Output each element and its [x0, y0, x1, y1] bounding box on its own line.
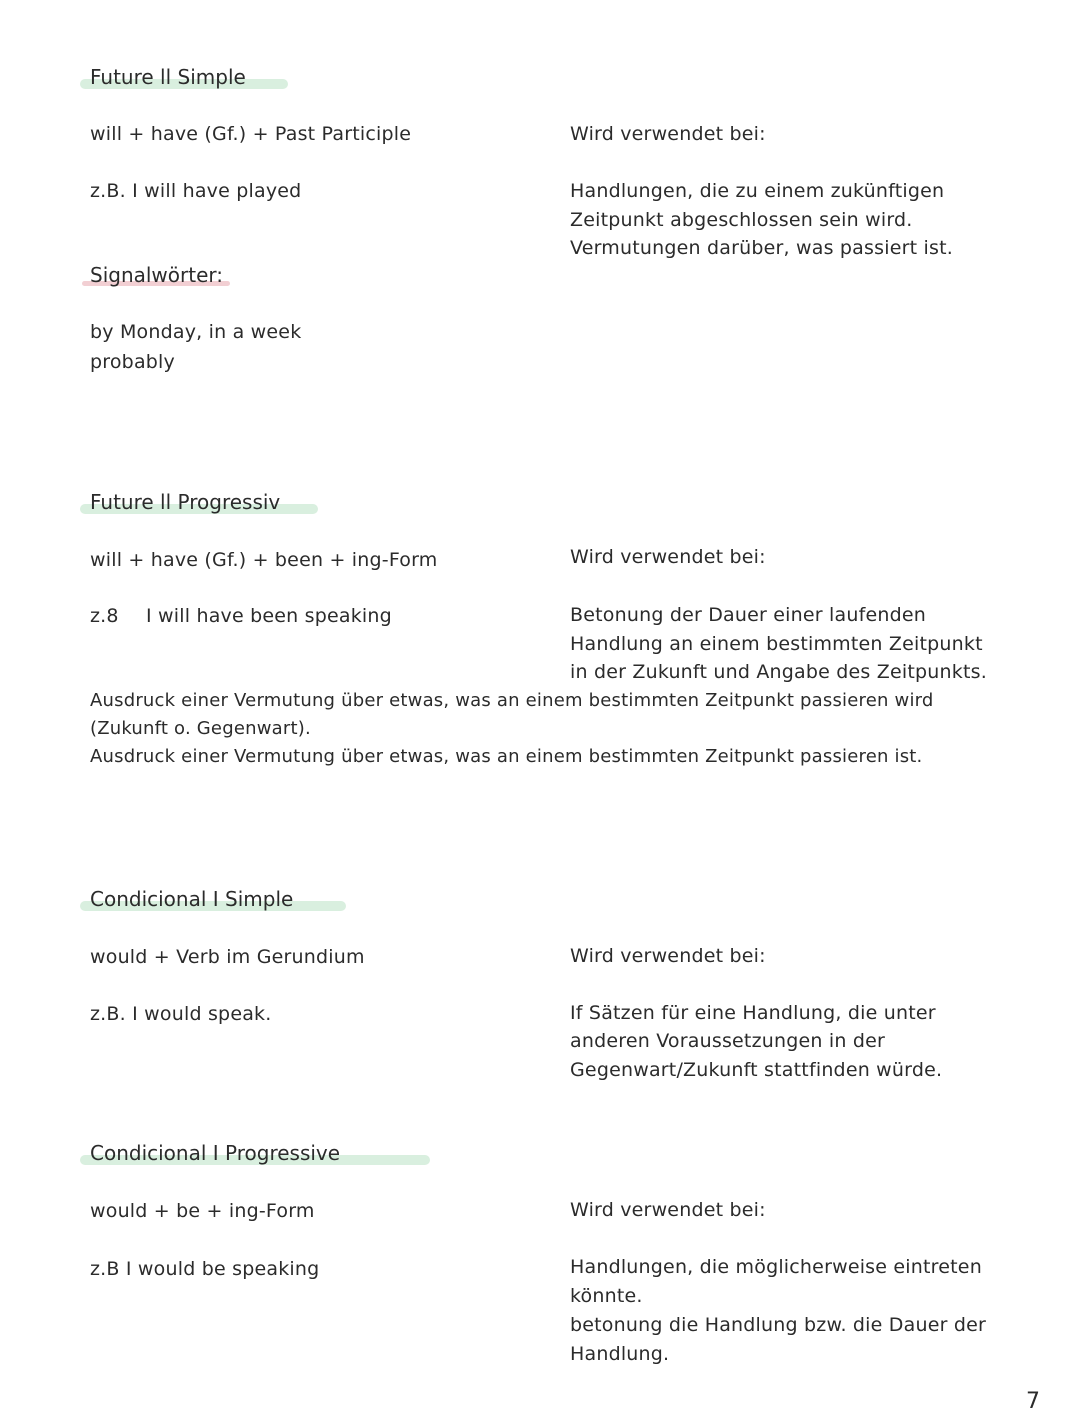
section-heading-conditional1-progressive: Condicional I Progressive: [90, 1141, 341, 1165]
usage-line: Gegenwart/Zukunft stattfinden würde.: [570, 1059, 943, 1081]
usage-line: in der Zukunft und Angabe des Zeitpunkts.: [570, 661, 987, 683]
note-line: (Zukunft o. Gegenwart).: [90, 718, 311, 739]
usage-line: Handlung.: [570, 1343, 670, 1365]
usage-line: betonung die Handlung bzw. die Dauer der: [570, 1314, 987, 1336]
signal-words-heading: Signalwörter:: [90, 263, 224, 287]
example-future2-progressive: I will have been speaking: [146, 605, 392, 627]
formula-future2-progressive: will + have (Gf.) + been + ing-Form: [90, 549, 438, 571]
section-heading-future2-simple: Future ll Simple: [90, 65, 246, 89]
note-line: Ausdruck einer Vermutung über etwas, was an einem bestimmten Zeitpunkt passieren wird: [90, 690, 934, 711]
usage-line: Handlung an einem bestimmten Zeitpunkt: [570, 633, 983, 655]
section-heading-conditional1-simple: Condicional I Simple: [90, 887, 294, 911]
example-future2-simple: z.B. I will have played: [90, 180, 302, 202]
usage-line: könnte.: [570, 1285, 643, 1307]
usage-line: anderen Voraussetzungen in der: [570, 1030, 885, 1052]
signal-line: by Monday, in a week: [90, 321, 302, 343]
usage-title-future2-simple: Wird verwendet bei:: [570, 123, 766, 145]
note-line: Ausdruck einer Vermutung über etwas, was an einem bestimmten Zeitpunkt passieren ist.: [90, 746, 923, 767]
usage-line: Betonung der Dauer einer laufenden: [570, 604, 927, 626]
usage-line: Handlungen, die möglicherweise eintreten: [570, 1256, 982, 1278]
formula-conditional1-simple: would + Verb im Gerundium: [90, 946, 365, 968]
page-number: 7: [1026, 1389, 1040, 1414]
example-conditional1-progressive: z.B I would be speaking: [90, 1258, 320, 1280]
usage-title-future2-progressive: Wird verwendet bei:: [570, 546, 766, 568]
formula-conditional1-progressive: would + be + ing-Form: [90, 1200, 315, 1222]
usage-title-conditional1-simple: Wird verwendet bei:: [570, 945, 766, 967]
example-prefix: z.8: [90, 605, 119, 627]
signal-line: probably: [90, 351, 175, 373]
formula-future2-simple: will + have (Gf.) + Past Participle: [90, 123, 412, 145]
usage-line: Vermutungen darüber, was passiert ist.: [570, 237, 953, 259]
usage-line: Handlungen, die zu einem zukünftigen: [570, 180, 945, 202]
usage-line: If Sätzen für eine Handlung, die unter: [570, 1002, 936, 1024]
section-heading-future2-progressive: Future ll Progressiv: [90, 490, 281, 514]
example-conditional1-simple: z.B. I would speak.: [90, 1003, 272, 1025]
usage-line: Zeitpunkt abgeschlossen sein wird.: [570, 209, 913, 231]
usage-title-conditional1-progressive: Wird verwendet bei:: [570, 1199, 766, 1221]
